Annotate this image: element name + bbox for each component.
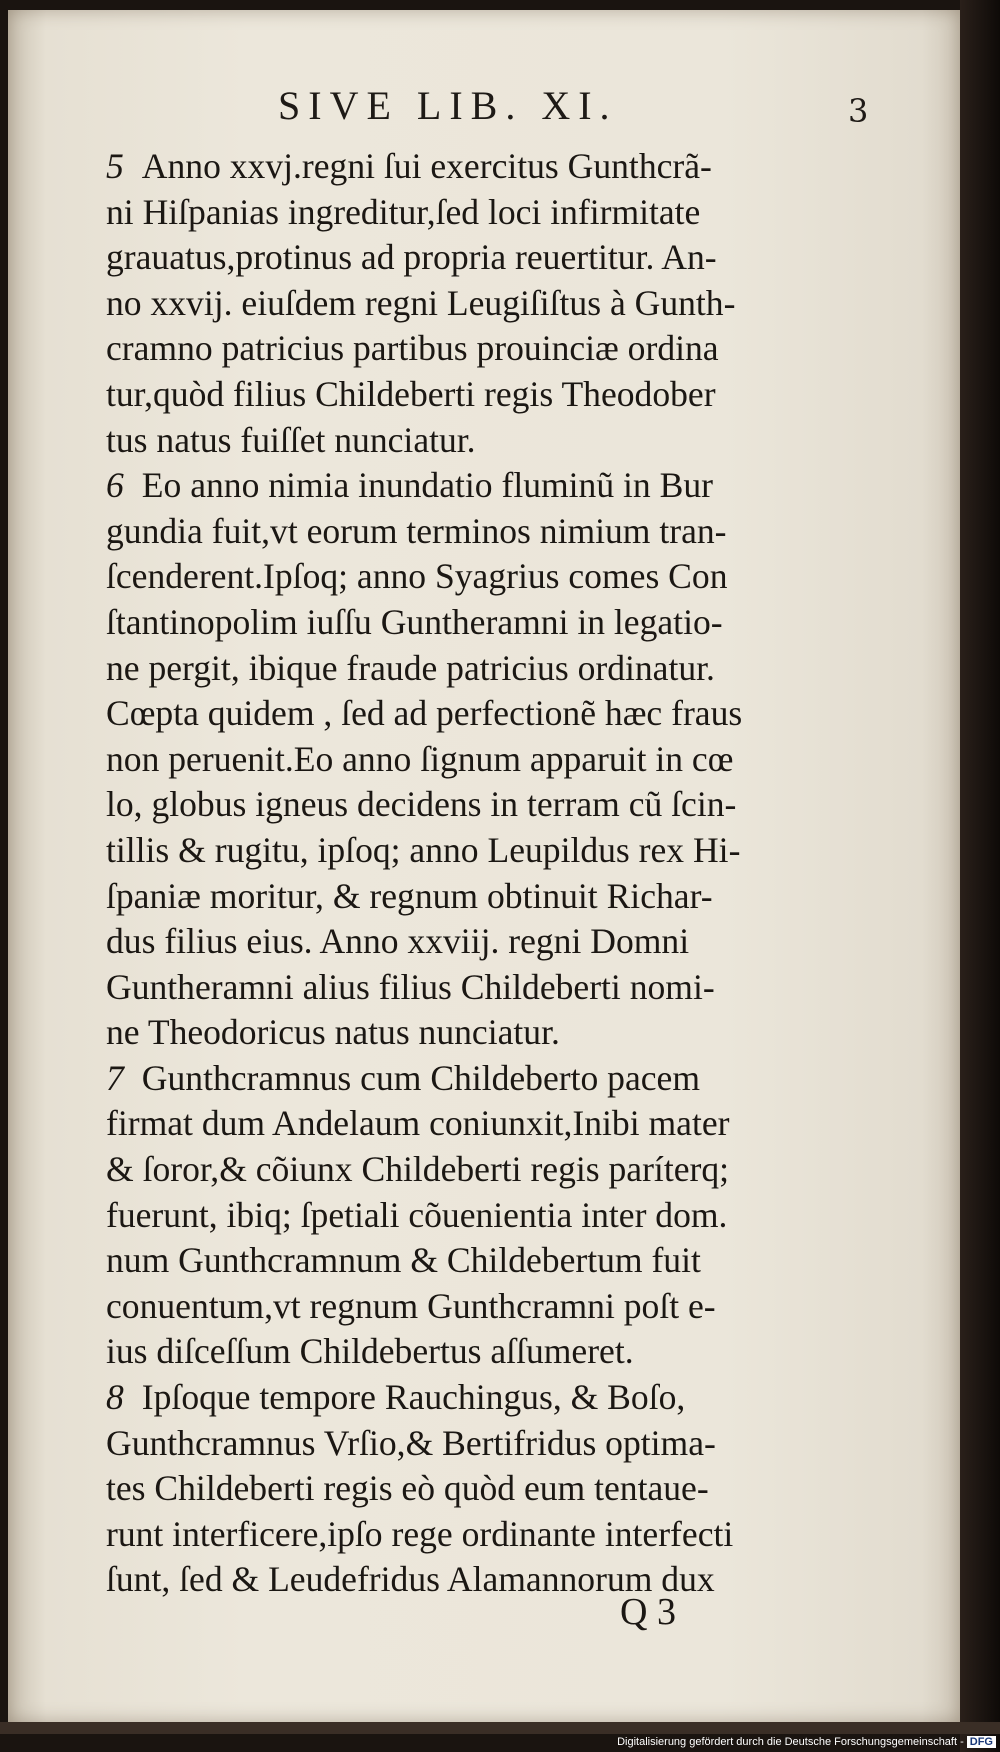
text-line: runt interficere,ipſo rege ordinante interfecti — [106, 1513, 734, 1554]
text-line: ni Hiſpanias ingreditur,ſed loci infirmitate — [106, 191, 701, 232]
text-line: cramno patricius partibus prouinciæ ordina — [106, 328, 719, 369]
running-title: SIVE LIB. XI. — [278, 83, 618, 128]
page-bottom-edge — [0, 1722, 1000, 1734]
text-line: 6 Eo anno nimia inundatio fluminũ in Bur — [106, 463, 866, 509]
text-line: ſtantinopolim iuſſu Guntheramni in legatio- — [106, 601, 723, 642]
paragraph-number: 5 — [106, 146, 124, 186]
text-line: tus natus fuiſſet nunciatur. — [106, 419, 476, 460]
body-text — [106, 144, 866, 1603]
text-line: ius diſceſſum Childebertus aſſumeret. — [106, 1331, 634, 1372]
book-spine-shadow — [960, 0, 1000, 1752]
text-line: firmat dum Andelaum coniunxit,Inibi mater — [106, 1103, 730, 1144]
text-line: lo, globus igneus decidens in terram cũ ſcin- — [106, 784, 737, 825]
page-number: 3 — [848, 92, 869, 130]
text-line: non peruenit.Eo anno ſignum apparuit in cœ — [106, 738, 734, 779]
paragraph-number: 6 — [106, 465, 124, 506]
text-line: ſcenderent.Ipſoq; anno Syagrius comes Con — [106, 556, 728, 597]
text-line: 5 Anno xxvj.regni ſui exercitus Gunthcrã- — [106, 144, 866, 190]
paragraph-number: 7 — [106, 1057, 124, 1098]
page-header — [8, 82, 960, 138]
text-line: dus filius eius. Anno xxviij. regni Domni — [106, 921, 690, 962]
text-line: Guntheramni alius filius Childeberti nomi- — [106, 966, 715, 1007]
text-line: Gunthcramnus Vrſio,& Bertifridus optima- — [106, 1422, 716, 1463]
text-line: tes Childeberti regis eò quòd eum tentaue- — [106, 1468, 709, 1509]
signature-mark: Q 3 — [620, 1591, 676, 1633]
text-line: ſunt, ſed & Leudefridus Alamannorum dux — [106, 1559, 715, 1600]
text-line: & ſoror,& cõiunx Childeberti regis paríterq; — [106, 1149, 730, 1190]
text-line: grauatus,protinus ad propria reuertitur. An- — [106, 237, 717, 278]
digitization-credit — [617, 1736, 996, 1748]
text-line: num Gunthcramnum & Childebertum fuit — [106, 1240, 701, 1281]
text-line: 8 Ipſoque tempore Rauchingus, & Boſo, — [106, 1375, 866, 1421]
text-line: tur,quòd filius Childeberti regis Theodober — [106, 373, 716, 414]
text-line: ne Theodoricus natus nunciatur. — [106, 1012, 560, 1053]
text-line: fuerunt, ibiq; ſpetiali cõuenientia inter dom. — [106, 1194, 728, 1235]
text-line: tillis & rugitu, ipſoq; anno Leupildus rex Hi- — [106, 829, 741, 870]
dfg-logo: DFG — [967, 1736, 996, 1748]
book-page — [8, 10, 960, 1722]
credit-text: Digitalisierung gefördert durch die Deutsche Forschungsgemeinschaft - — [617, 1736, 964, 1748]
text-line: ne pergit, ibique fraude patricius ordinatur. — [106, 647, 715, 688]
text-line: Cœpta quidem , ſed ad perfectionẽ hæc fraus — [106, 693, 743, 734]
text-line: ſpaniæ moritur, & regnum obtinuit Richar- — [106, 875, 713, 916]
text-line: gundia fuit,vt eorum terminos nimium tran- — [106, 510, 727, 551]
paragraph-number: 8 — [106, 1377, 124, 1418]
text-line: 7 Gunthcramnus cum Childeberto pacem — [106, 1056, 866, 1102]
text-line: conuentum,vt regnum Gunthcramni poſt e- — [106, 1285, 716, 1326]
text-line: no xxvij. eiuſdem regni Leugiſiſtus à Gunth- — [106, 282, 736, 323]
